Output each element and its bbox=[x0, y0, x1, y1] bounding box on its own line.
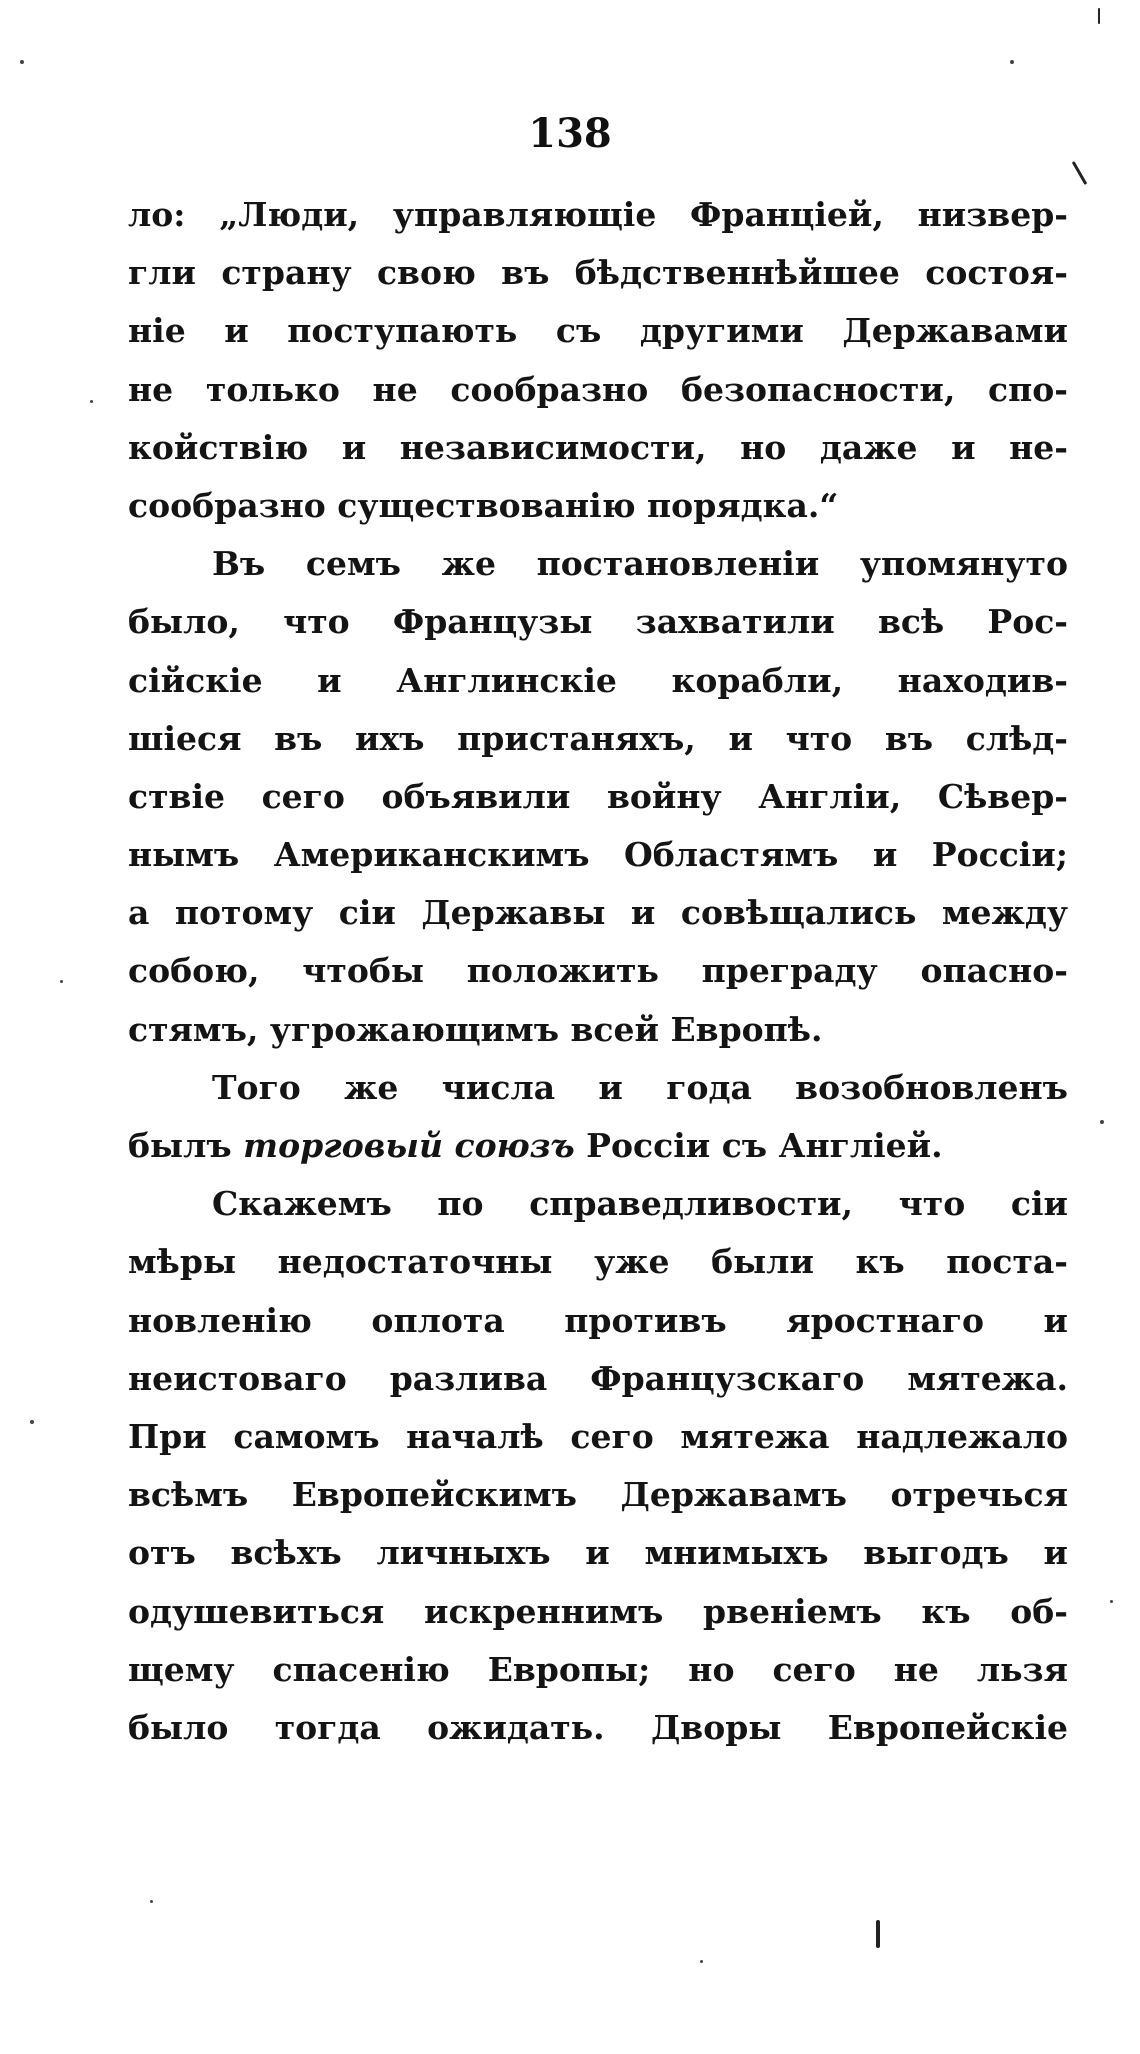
scan-speck bbox=[90, 400, 93, 403]
text-line-21: неистоваго разлива Французскаго мятежа. bbox=[128, 1358, 1068, 1398]
text-line-23: всѣмъ Европейскимъ Державамъ отречься bbox=[128, 1475, 1068, 1515]
scan-speck bbox=[1110, 1600, 1113, 1603]
text-line-22: При самомъ началѣ сего мятежа надлежало bbox=[128, 1416, 1068, 1456]
scan-mark bbox=[876, 1920, 880, 1948]
page-number: 138 bbox=[528, 110, 612, 157]
text-line-7: Въ семъ же постановленіи упомянуто bbox=[212, 544, 1068, 584]
text-line-11: ствіе сего объявили войну Англіи, Сѣвер- bbox=[128, 776, 1068, 816]
text-line-16: Того же числа и года возобновленъ bbox=[212, 1067, 1068, 1107]
text-line-8: было, что Французы захватили всѣ Рос- bbox=[128, 602, 1068, 642]
text-line-9: сійскіе и Англинскіе корабли, находив- bbox=[128, 660, 1068, 700]
text-line-12: нымъ Американскимъ Областямъ и Россіи; bbox=[128, 835, 1068, 875]
text-line-10: шіеся въ ихъ пристаняхъ, и что въ слѣд- bbox=[128, 718, 1068, 758]
text-line-25: одушевиться искреннимъ рвеніемъ къ об- bbox=[128, 1591, 1068, 1631]
text-line-1: ло: „Люди, управляющіе Франціей, низвер- bbox=[128, 195, 1068, 234]
scan-speck bbox=[60, 980, 63, 983]
text-line-17 bbox=[128, 1117, 1068, 1175]
scan-speck bbox=[1100, 1120, 1104, 1124]
text-line-6: сообразно существованію порядка.“ bbox=[128, 485, 839, 525]
scan-mark bbox=[1098, 8, 1100, 24]
italic-line-before: былъ bbox=[128, 1126, 244, 1165]
text-line-19: мѣры недостаточны уже были къ поста- bbox=[128, 1242, 1068, 1282]
scan-mark bbox=[1072, 161, 1088, 185]
scan-speck bbox=[1010, 60, 1014, 64]
body-text bbox=[128, 186, 1068, 1757]
text-line-2: гли страну свою въ бѣдственнѣйшее состоя- bbox=[128, 253, 1068, 293]
scan-speck bbox=[700, 1960, 703, 1963]
text-line-24: отъ всѣхъ личныхъ и мнимыхъ выгодъ и bbox=[128, 1533, 1068, 1573]
italic-line-after: Россіи съ Англіей. bbox=[574, 1126, 943, 1165]
text-line-20: новленію оплота противъ яростнаго и bbox=[128, 1300, 1068, 1340]
text-line-3: ніе и поступають съ другими Державами bbox=[128, 311, 1068, 351]
scan-speck bbox=[20, 60, 24, 64]
scan-speck bbox=[150, 1900, 153, 1903]
scan-speck bbox=[30, 1420, 34, 1424]
text-line-18: Скажемъ по справедливости, что сіи bbox=[212, 1184, 1068, 1224]
text-line-15: стямъ, угрожающимъ всей Европѣ. bbox=[128, 1009, 823, 1049]
text-line-5: койствію и независимости, но даже и не- bbox=[128, 427, 1068, 467]
text-line-26: щему спасенію Европы; но сего не льзя bbox=[128, 1649, 1068, 1689]
text-line-13: а потому сіи Державы и совѣщались между bbox=[128, 893, 1068, 933]
text-line-4: не только не сообразно безопасности, спо- bbox=[128, 369, 1068, 409]
text-line-14: собою, чтобы положить преграду опасно- bbox=[128, 951, 1068, 991]
text-line-27: было тогда ожидать. Дворы Европейскіе bbox=[128, 1707, 1068, 1747]
italic-phrase: торговый союзъ bbox=[243, 1126, 575, 1165]
